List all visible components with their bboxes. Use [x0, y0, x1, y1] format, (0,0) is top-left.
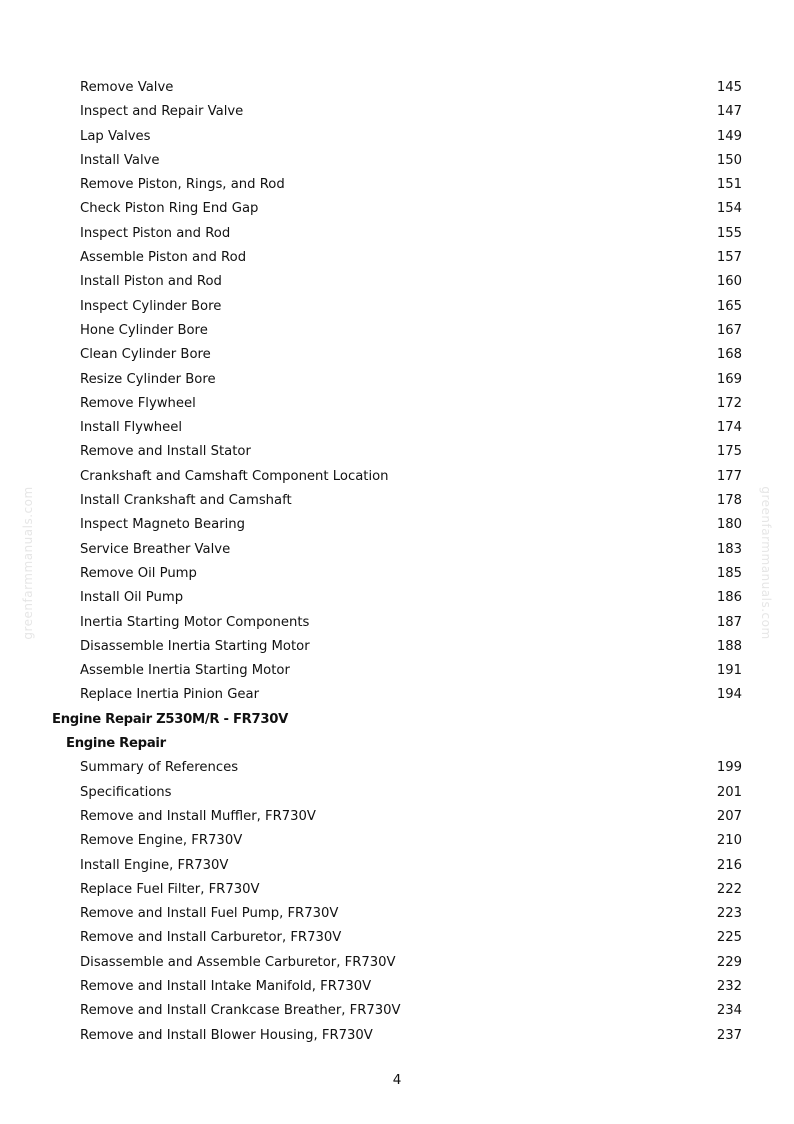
toc-entry-page: 180	[716, 517, 742, 533]
toc-entry[interactable]	[0, 100, 794, 124]
toc-entry[interactable]	[0, 440, 794, 464]
toc-entry-title: Inspect and Repair Valve	[80, 104, 244, 120]
toc-entry-page: 160	[716, 274, 742, 290]
toc-entry-page: 201	[716, 784, 742, 800]
toc-entry-title: Assemble Piston and Rod	[80, 250, 247, 266]
toc-entry-title: Specifications	[80, 784, 172, 800]
toc-entry-title: Inertia Starting Motor Components	[80, 614, 310, 630]
toc-entry-page: 174	[716, 420, 742, 436]
toc-entry[interactable]	[0, 999, 794, 1023]
toc-entry-page: 194	[716, 687, 742, 703]
toc-entry-title: Replace Fuel Filter, FR730V	[80, 881, 260, 897]
toc-entry-title: Install Oil Pump	[80, 590, 184, 606]
toc-entry-title: Summary of References	[80, 760, 239, 776]
page-number: 4	[392, 1072, 402, 1088]
toc-entry-page: 207	[716, 808, 742, 824]
watermark-left: greenfarmmanuals.com	[21, 486, 35, 640]
toc-entry[interactable]	[0, 343, 794, 367]
toc-entry-title: Remove Engine, FR730V	[80, 833, 243, 849]
toc-entry-title: Remove and Install Crankcase Breather, FR730V	[80, 1003, 401, 1019]
toc-entry-title: Disassemble and Assemble Carburetor, FR730V	[80, 954, 396, 970]
subsection-title: Engine Repair	[66, 736, 166, 752]
toc-entry-page: 199	[716, 760, 742, 776]
toc-entry-page: 155	[716, 225, 742, 241]
toc-entry[interactable]	[0, 465, 794, 489]
toc-entry-page: 216	[716, 857, 742, 873]
toc-entry-page: 187	[716, 614, 742, 630]
toc-entry-title: Remove Oil Pump	[80, 565, 197, 581]
toc-entry[interactable]	[0, 319, 794, 343]
toc-entry[interactable]	[0, 683, 794, 707]
toc-entry-title: Remove Flywheel	[80, 395, 196, 411]
toc-subsection-heading	[0, 732, 794, 756]
toc-entry-page: 225	[716, 930, 742, 946]
toc-entry-page: 222	[716, 881, 742, 897]
toc-entry-title: Crankshaft and Camshaft Component Location	[80, 468, 389, 484]
toc-entry-page: 151	[716, 177, 742, 193]
toc-entry-title: Remove Piston, Rings, and Rod	[80, 177, 285, 193]
toc-entry[interactable]	[0, 222, 794, 246]
toc-entry-page: 234	[716, 1003, 742, 1019]
toc-entry-page: 232	[716, 978, 742, 994]
toc-entry[interactable]	[0, 951, 794, 975]
toc-entry-title: Service Breather Valve	[80, 541, 231, 557]
toc-entry-title: Disassemble Inertia Starting Motor	[80, 638, 310, 654]
toc-entry-page: 185	[716, 565, 742, 581]
toc-entry-page: 223	[716, 906, 742, 922]
toc-entry-title: Lap Valves	[80, 128, 151, 144]
toc-entry[interactable]	[0, 611, 794, 635]
toc-entry-title: Remove Valve	[80, 80, 174, 95]
toc-entry-page: 150	[716, 152, 742, 168]
toc-entry[interactable]	[0, 197, 794, 221]
toc-entry[interactable]	[0, 756, 794, 780]
toc-entry[interactable]	[0, 270, 794, 294]
toc-entry[interactable]	[0, 975, 794, 999]
toc-entry-page: 157	[716, 250, 742, 266]
toc-entry-page: 175	[716, 444, 742, 460]
toc-entry[interactable]	[0, 659, 794, 683]
toc-entry-page: 178	[716, 493, 742, 509]
toc-entry[interactable]	[0, 878, 794, 902]
toc-entry[interactable]	[0, 246, 794, 270]
toc-entry[interactable]	[0, 538, 794, 562]
toc-entry-page: 172	[716, 395, 742, 411]
toc-entry-title: Install Piston and Rod	[80, 274, 222, 290]
toc-entry-title: Inspect Cylinder Bore	[80, 298, 222, 314]
toc-entry-title: Remove and Install Blower Housing, FR730V	[80, 1027, 373, 1043]
toc-entry[interactable]	[0, 926, 794, 950]
toc-entry-title: Install Crankshaft and Camshaft	[80, 493, 292, 509]
toc-entry-title: Remove and Install Intake Manifold, FR730V	[80, 978, 372, 994]
toc-entry-title: Clean Cylinder Bore	[80, 347, 211, 363]
toc-entry-title: Assemble Inertia Starting Motor	[80, 663, 290, 679]
toc-entry-page: 168	[716, 347, 742, 363]
toc-entry-page: 183	[716, 541, 742, 557]
toc-entry[interactable]	[0, 854, 794, 878]
toc-entry-page: 229	[716, 954, 742, 970]
toc-entry-page: 191	[716, 663, 742, 679]
toc-entry-title: Install Flywheel	[80, 420, 182, 436]
toc-section-heading	[0, 708, 794, 732]
toc-entry[interactable]	[0, 149, 794, 173]
toc-entry[interactable]	[0, 173, 794, 197]
toc-entry[interactable]	[0, 295, 794, 319]
toc-entry-title: Replace Inertia Pinion Gear	[80, 687, 260, 703]
section-title: Engine Repair Z530M/R - FR730V	[52, 711, 289, 727]
toc-entry[interactable]	[0, 368, 794, 392]
toc-entry-page: 188	[716, 638, 742, 654]
toc-entry-page: 177	[716, 468, 742, 484]
toc-entry-title: Check Piston Ring End Gap	[80, 201, 259, 217]
toc-entry-title: Remove and Install Muffler, FR730V	[80, 808, 316, 824]
toc-entry-page: 165	[716, 298, 742, 314]
toc-entry-page: 167	[716, 322, 742, 338]
toc-entry-page: 145	[716, 80, 742, 95]
toc-entry-page: 169	[716, 371, 742, 387]
toc-entry[interactable]	[0, 635, 794, 659]
toc-entry[interactable]	[0, 805, 794, 829]
table-of-contents	[0, 76, 794, 1048]
toc-entry-title: Inspect Magneto Bearing	[80, 517, 246, 533]
toc-entry-page: 210	[716, 833, 742, 849]
toc-entry-page: 149	[716, 128, 742, 144]
toc-entry-title: Install Engine, FR730V	[80, 857, 229, 873]
toc-entry[interactable]	[0, 392, 794, 416]
toc-entry[interactable]	[0, 829, 794, 853]
toc-entry-title: Hone Cylinder Bore	[80, 322, 208, 338]
toc-entry-page: 154	[716, 201, 742, 217]
toc-entry-title: Remove and Install Carburetor, FR730V	[80, 930, 342, 946]
toc-entry[interactable]	[0, 513, 794, 537]
toc-entry-title: Remove and Install Fuel Pump, FR730V	[80, 906, 339, 922]
toc-entry-title: Resize Cylinder Bore	[80, 371, 216, 387]
toc-entry-title: Remove and Install Stator	[80, 444, 251, 460]
toc-entry[interactable]	[0, 416, 794, 440]
toc-entry[interactable]	[0, 489, 794, 513]
toc-entry[interactable]	[0, 902, 794, 926]
toc-entry-title: Inspect Piston and Rod	[80, 225, 231, 241]
toc-entry-page: 237	[716, 1027, 742, 1043]
toc-entry[interactable]	[0, 586, 794, 610]
toc-entry-page: 186	[716, 590, 742, 606]
toc-entry[interactable]	[0, 781, 794, 805]
watermark-right: greenfarmmanuals.com	[759, 486, 773, 640]
toc-entry[interactable]	[0, 125, 794, 149]
toc-entry-page: 147	[716, 104, 742, 120]
toc-entry-title: Install Valve	[80, 152, 160, 168]
toc-entry[interactable]	[0, 76, 794, 100]
toc-entry[interactable]	[0, 562, 794, 586]
toc-entry[interactable]	[0, 1024, 794, 1048]
